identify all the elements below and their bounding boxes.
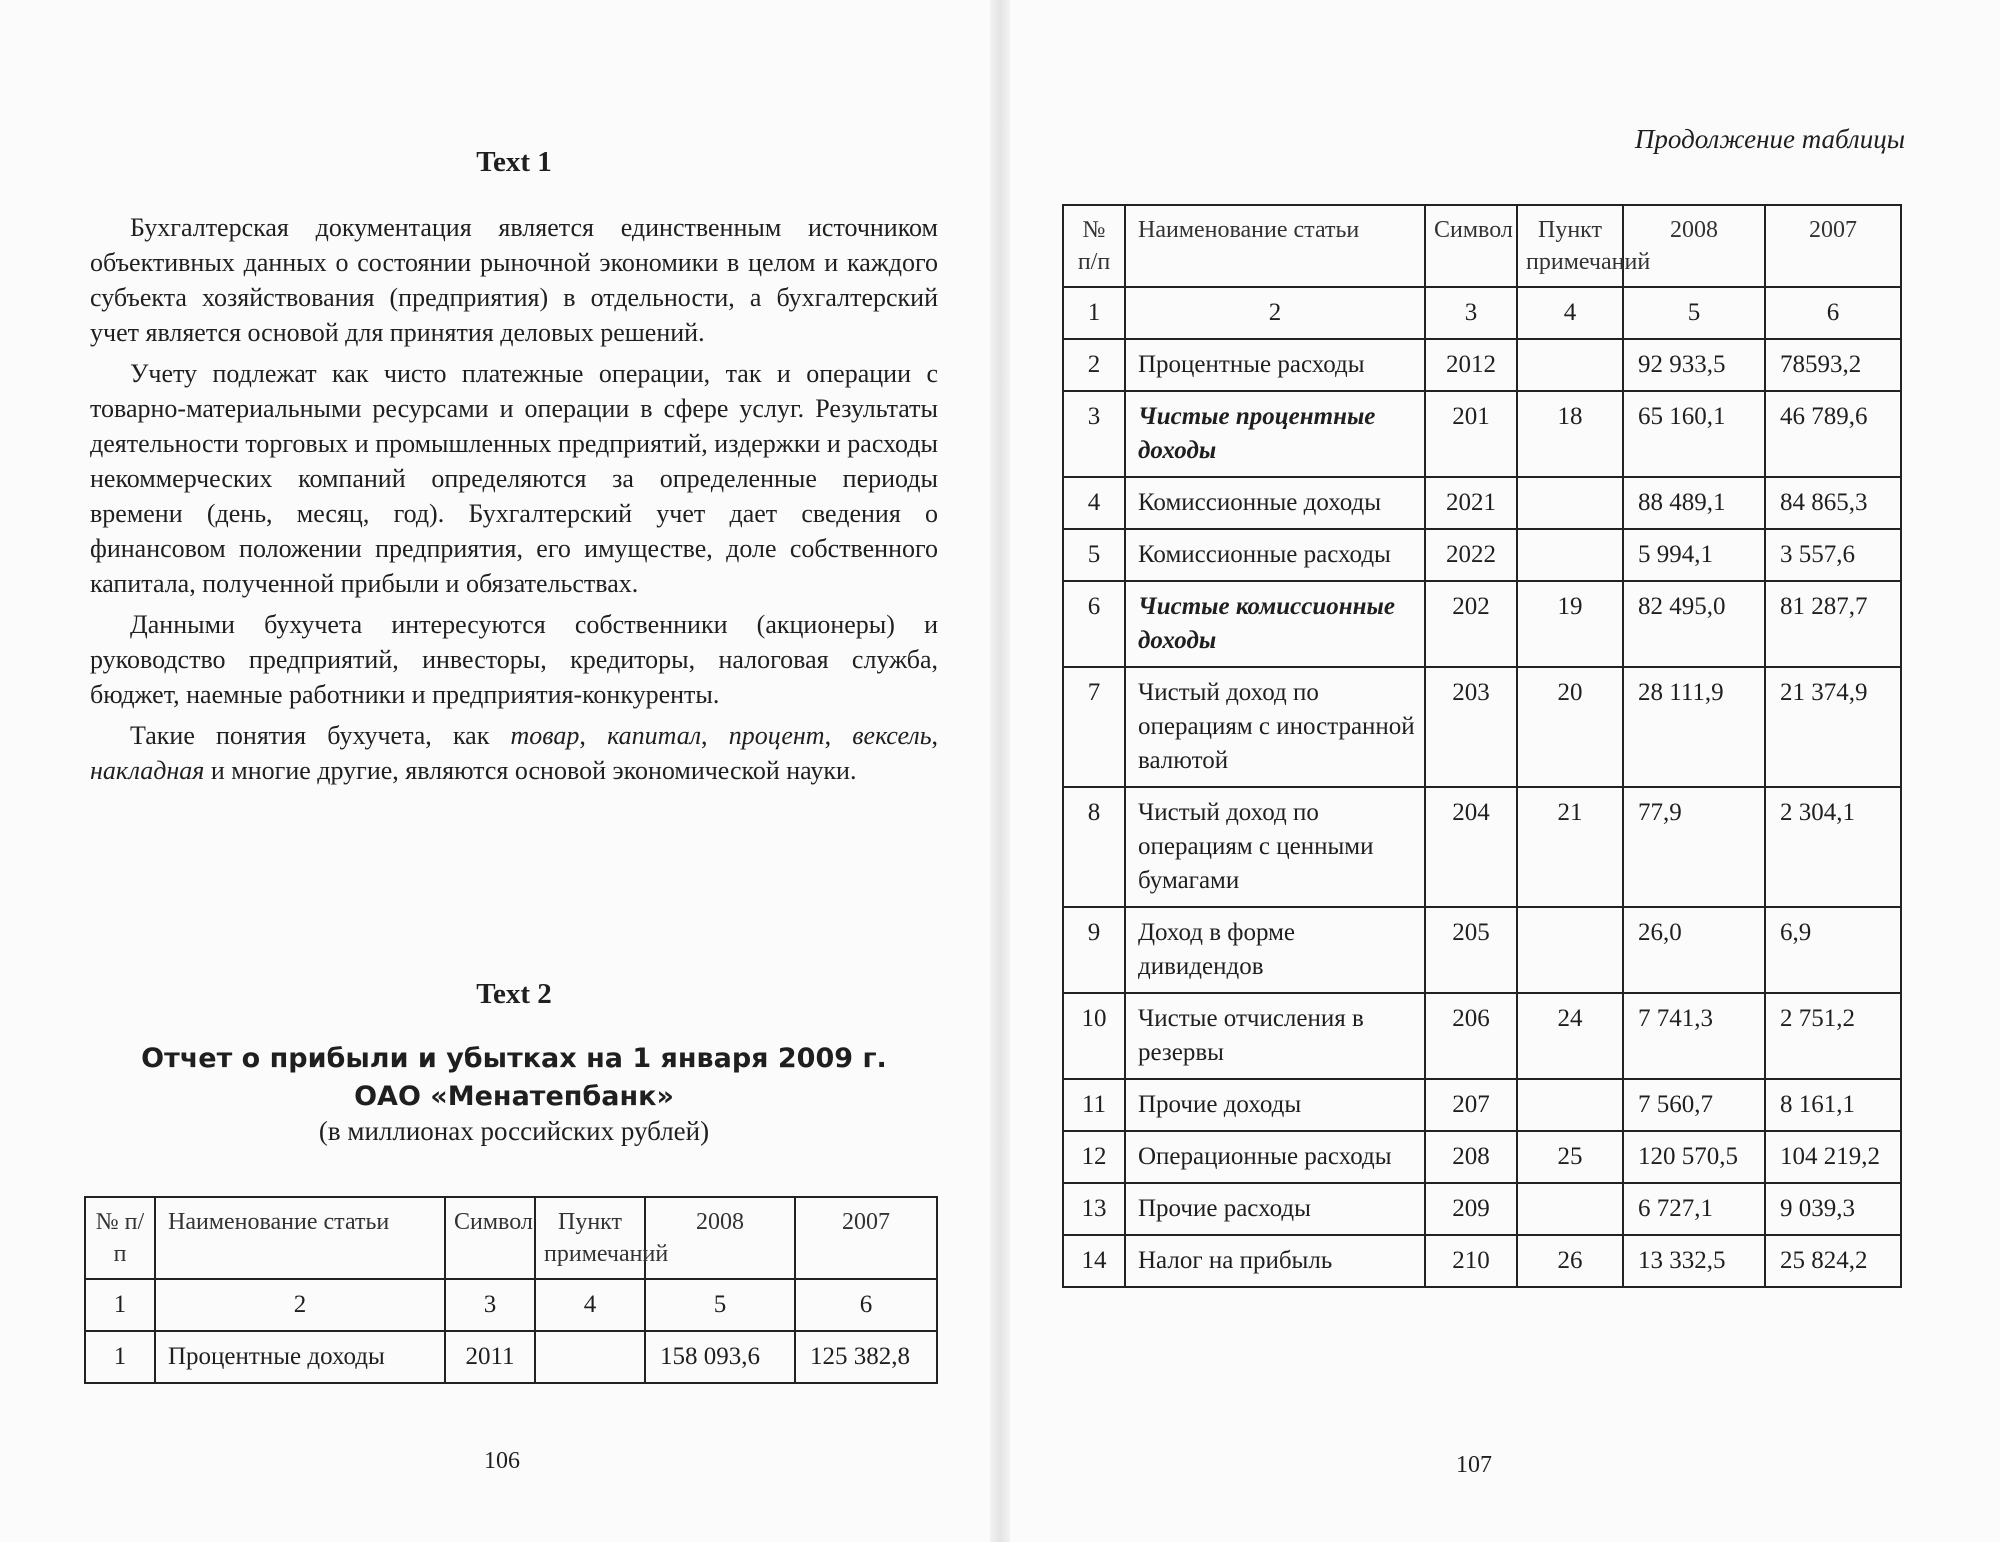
table-header-row <box>85 1197 937 1279</box>
sep: , <box>701 721 729 750</box>
row-note <box>535 1331 645 1383</box>
table-row <box>1063 529 1901 581</box>
colnum-2: 2 <box>155 1279 445 1331</box>
row-symbol: 2011 <box>445 1331 535 1383</box>
row-symbol: 201 <box>1425 391 1517 477</box>
row-2008: 7 560,7 <box>1623 1079 1765 1131</box>
row-number: 6 <box>1063 581 1125 667</box>
term-nakladnaya: накладная <box>90 756 205 785</box>
row-2008: 82 495,0 <box>1623 581 1765 667</box>
table-row <box>1063 339 1901 391</box>
right-table-body <box>1063 339 1901 1287</box>
row-number: 4 <box>1063 477 1125 529</box>
row-2008: 6 727,1 <box>1623 1183 1765 1235</box>
row-name: Прочие расходы <box>1125 1183 1425 1235</box>
header-note: Пункт примечаний <box>1517 205 1623 287</box>
row-name: Комиссионные расходы <box>1125 529 1425 581</box>
column-number-row <box>1063 287 1901 339</box>
row-2008: 120 570,5 <box>1623 1131 1765 1183</box>
row-name: Комиссионные доходы <box>1125 477 1425 529</box>
sep: , <box>579 721 608 750</box>
header-2008: 2008 <box>1623 205 1765 287</box>
colnum-5: 5 <box>645 1279 795 1331</box>
sep: , <box>824 721 853 750</box>
row-note: 18 <box>1517 391 1623 477</box>
table-row <box>1063 1235 1901 1287</box>
row-note: 24 <box>1517 993 1623 1079</box>
row-2008: 13 332,5 <box>1623 1235 1765 1287</box>
row-2008: 88 489,1 <box>1623 477 1765 529</box>
text1-heading: Text 1 <box>476 146 552 178</box>
row-name: Чистый доход по операциям с ценными бумагами <box>1125 787 1425 907</box>
row-2007: 125 382,8 <box>795 1331 937 1383</box>
row-2008: 5 994,1 <box>1623 529 1765 581</box>
row-2007: 46 789,6 <box>1765 391 1901 477</box>
header-name: Наименование статьи <box>1125 205 1425 287</box>
row-note: 21 <box>1517 787 1623 907</box>
header-2007: 2007 <box>1765 205 1901 287</box>
table-row <box>1063 1131 1901 1183</box>
term-veksel: вексель <box>852 721 932 750</box>
row-number: 1 <box>85 1331 155 1383</box>
colnum-3: 3 <box>445 1279 535 1331</box>
row-2008: 158 093,6 <box>645 1331 795 1383</box>
column-number-row <box>85 1279 937 1331</box>
row-number: 12 <box>1063 1131 1125 1183</box>
row-note: 26 <box>1517 1235 1623 1287</box>
text1-paragraph-2: Учету подлежат как чисто платежные операции, так и операции с товарно-материальными ресурсами и операции в сфере услуг. Результаты деятельности торговых и промышленных предприятий, издержки и расходы некоммерческих компаний определяются за определенные периоды времени (день, месяц, год). Бухгалтерский учет дает сведения о финансовом положении предприятия, его имуществе, доле собственного капитала, полученной прибыли и обязательствах. <box>90 359 938 598</box>
row-note: 20 <box>1517 667 1623 787</box>
row-name: Чистые процентные доходы <box>1125 391 1425 477</box>
row-2007: 21 374,9 <box>1765 667 1901 787</box>
colnum-6: 6 <box>1765 287 1901 339</box>
colnum-1: 1 <box>1063 287 1125 339</box>
text1-body <box>90 210 938 794</box>
table-row <box>1063 667 1901 787</box>
p4-end: и многие другие, являются основой экономической науки. <box>204 756 857 785</box>
report-title-line-2: ОАО «Менатепбанк» <box>354 1081 674 1112</box>
header-name: Наименование статьи <box>155 1197 445 1279</box>
table-row <box>1063 391 1901 477</box>
row-2007: 3 557,6 <box>1765 529 1901 581</box>
header-number: № п/п <box>85 1197 155 1279</box>
text1-paragraph-1: Бухгалтерская документация является единственным источником объективных данных о состоянии рыночной экономики в целом и каждого субъекта хозяйствования (предприятия) в отдельности, а бухгалтерский учет является основой для принятия деловых решений. <box>90 213 938 347</box>
table-row <box>85 1331 937 1383</box>
page-number-right: 107 <box>1456 1452 1492 1478</box>
colnum-3: 3 <box>1425 287 1517 339</box>
row-note <box>1517 1079 1623 1131</box>
row-2007: 104 219,2 <box>1765 1131 1901 1183</box>
report-title-line-1: Отчет о прибыли и убытках на 1 января 2009 г. <box>141 1043 887 1074</box>
row-note <box>1517 529 1623 581</box>
header-2008: 2008 <box>645 1197 795 1279</box>
row-symbol: 208 <box>1425 1131 1517 1183</box>
row-name: Операционные расходы <box>1125 1131 1425 1183</box>
row-2008: 26,0 <box>1623 907 1765 993</box>
row-symbol: 2022 <box>1425 529 1517 581</box>
row-number: 5 <box>1063 529 1125 581</box>
row-2007: 2 304,1 <box>1765 787 1901 907</box>
term-kapital: капитал <box>607 721 702 750</box>
row-note <box>1517 907 1623 993</box>
row-2007: 81 287,7 <box>1765 581 1901 667</box>
row-2007: 25 824,2 <box>1765 1235 1901 1287</box>
table-row <box>1063 1183 1901 1235</box>
row-note: 19 <box>1517 581 1623 667</box>
colnum-5: 5 <box>1623 287 1765 339</box>
colnum-6: 6 <box>795 1279 937 1331</box>
term-tovar: товар <box>510 721 580 750</box>
row-symbol: 2021 <box>1425 477 1517 529</box>
header-symbol: Символ <box>445 1197 535 1279</box>
colnum-4: 4 <box>535 1279 645 1331</box>
text1-paragraph-3: Данными бухучета интересуются собственники (акционеры) и руководство предприятий, инвесторы, кредиторы, налоговая служба, бюджет, наемные работники и предприятия-конкуренты. <box>90 610 938 709</box>
table-row <box>1063 477 1901 529</box>
row-symbol: 206 <box>1425 993 1517 1079</box>
row-2008: 92 933,5 <box>1623 339 1765 391</box>
row-note <box>1517 477 1623 529</box>
table-row <box>1063 907 1901 993</box>
row-name: Процентные доходы <box>155 1331 445 1383</box>
colnum-2: 2 <box>1125 287 1425 339</box>
row-2008: 77,9 <box>1623 787 1765 907</box>
text1-paragraph-4 <box>90 718 938 788</box>
row-number: 3 <box>1063 391 1125 477</box>
row-number: 11 <box>1063 1079 1125 1131</box>
row-number: 10 <box>1063 993 1125 1079</box>
row-symbol: 202 <box>1425 581 1517 667</box>
row-name: Чистый доход по операциям с иностранной валютой <box>1125 667 1425 787</box>
row-2007: 2 751,2 <box>1765 993 1901 1079</box>
row-2008: 65 160,1 <box>1623 391 1765 477</box>
row-note <box>1517 339 1623 391</box>
table-row <box>1063 787 1901 907</box>
left-table <box>84 1196 938 1384</box>
table-row <box>1063 993 1901 1079</box>
row-number: 13 <box>1063 1183 1125 1235</box>
row-2007: 8 161,1 <box>1765 1079 1901 1131</box>
row-2007: 78593,2 <box>1765 339 1901 391</box>
row-number: 2 <box>1063 339 1125 391</box>
row-2007: 84 865,3 <box>1765 477 1901 529</box>
row-2008: 28 111,9 <box>1623 667 1765 787</box>
row-symbol: 205 <box>1425 907 1517 993</box>
term-procent: процент <box>728 721 825 750</box>
table-header-row <box>1063 205 1901 287</box>
right-table <box>1062 204 1902 1288</box>
row-name: Доход в форме дивидендов <box>1125 907 1425 993</box>
row-number: 9 <box>1063 907 1125 993</box>
row-2007: 9 039,3 <box>1765 1183 1901 1235</box>
row-2008: 7 741,3 <box>1623 993 1765 1079</box>
row-name: Чистые отчисления в резервы <box>1125 993 1425 1079</box>
table-row <box>1063 1079 1901 1131</box>
row-note <box>1517 1183 1623 1235</box>
row-name: Прочие доходы <box>1125 1079 1425 1131</box>
row-name: Чистые комиссионные доходы <box>1125 581 1425 667</box>
sep: , <box>931 721 939 750</box>
colnum-1: 1 <box>85 1279 155 1331</box>
row-number: 7 <box>1063 667 1125 787</box>
row-number: 8 <box>1063 787 1125 907</box>
row-symbol: 204 <box>1425 787 1517 907</box>
right-page <box>1000 0 2000 1542</box>
row-symbol: 210 <box>1425 1235 1517 1287</box>
row-symbol: 207 <box>1425 1079 1517 1131</box>
header-symbol: Символ <box>1425 205 1517 287</box>
table-row <box>1063 581 1901 667</box>
row-2007: 6,9 <box>1765 907 1901 993</box>
continuation-label: Продолжение таблицы <box>1634 124 1905 154</box>
row-symbol: 203 <box>1425 667 1517 787</box>
p4-start: Такие понятия бухучета, как <box>130 721 511 750</box>
header-2007: 2007 <box>795 1197 937 1279</box>
row-symbol: 2012 <box>1425 339 1517 391</box>
row-number: 14 <box>1063 1235 1125 1287</box>
row-name: Процентные расходы <box>1125 339 1425 391</box>
colnum-4: 4 <box>1517 287 1623 339</box>
header-note: Пункт примечаний <box>535 1197 645 1279</box>
report-subtitle: (в миллионах российских рублей) <box>318 1116 710 1146</box>
row-name: Налог на прибыль <box>1125 1235 1425 1287</box>
text2-heading: Text 2 <box>476 978 552 1010</box>
report-title <box>84 1040 944 1116</box>
row-symbol: 209 <box>1425 1183 1517 1235</box>
row-note: 25 <box>1517 1131 1623 1183</box>
header-number: № п/п <box>1063 205 1125 287</box>
page-number-left: 106 <box>484 1448 520 1474</box>
